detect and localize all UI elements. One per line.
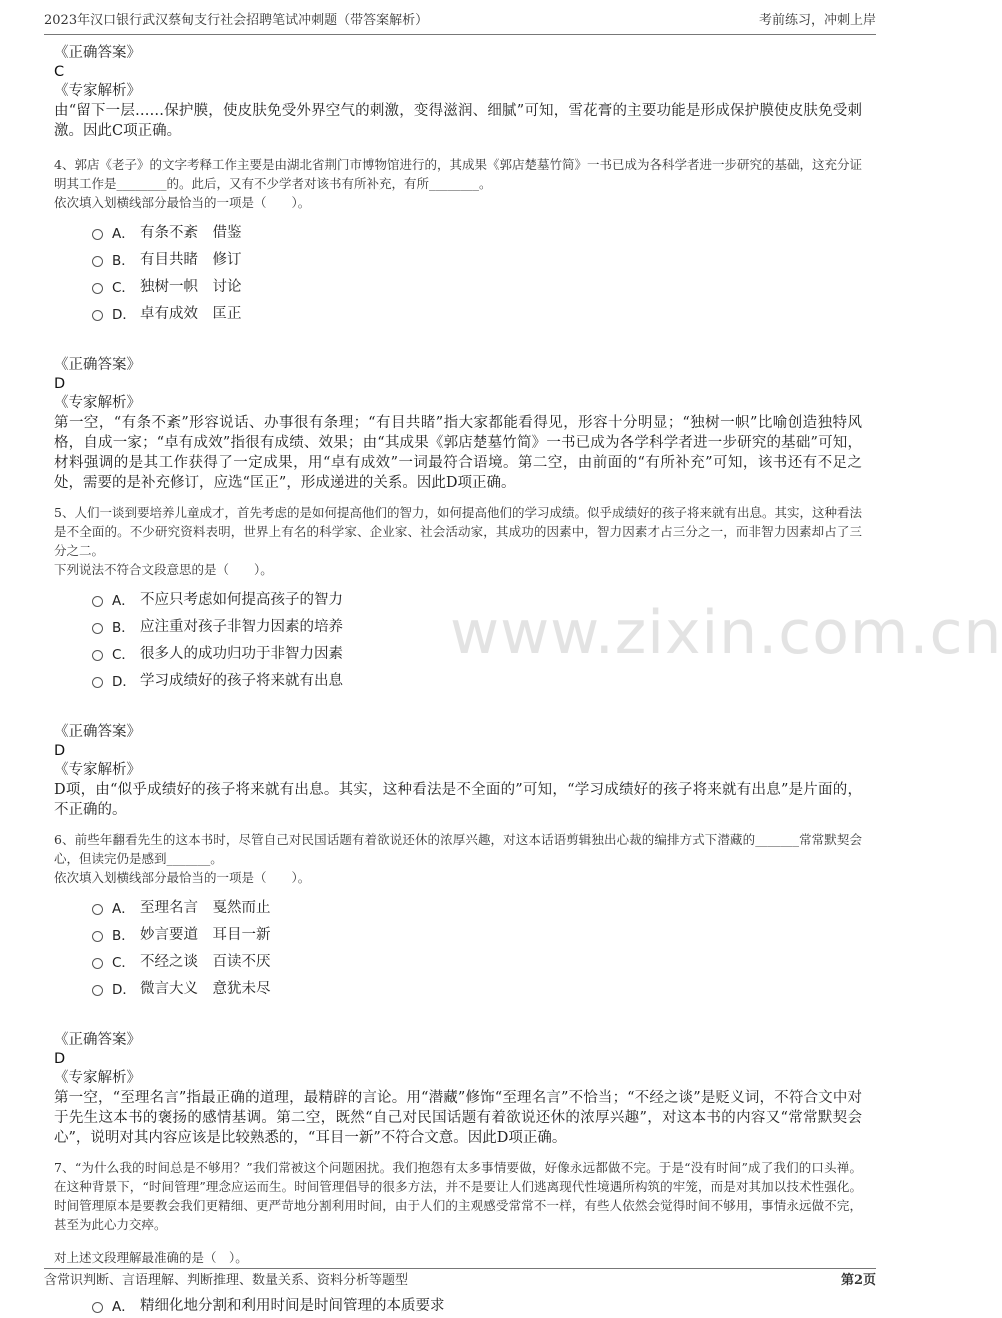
spacer — [54, 326, 862, 356]
question-stem: 5、人们一谈到要培养儿童成才，首先考虑的是如何提高他们的智力，如何提高他们的学习成绩。似乎成绩好的孩子将来就有出息。其实，这种看法是不全面的。不少研究资料表明，世界上有名的科学家、企业家、社会活动家，其成功的因素中，智力因素才占三分之一，而非智力因素却占了三分之二。 — [54, 505, 862, 558]
option-a[interactable] — [92, 893, 862, 920]
spacer — [54, 693, 862, 723]
option-a[interactable] — [92, 218, 862, 245]
option-text: 有条不紊 借鉴 — [140, 225, 242, 241]
answer-value: D — [54, 376, 66, 392]
option-a[interactable] — [92, 585, 862, 612]
analysis-text: 第一空，“至理名言”指最正确的道理，最精辟的言论。用“潜藏”修饰“至理名言”不恰当；“不经之谈”是贬义词，不符合文中对于先生这本书的褒扬的感情基调。第二空，既然“自己对民国话题有着欲说还休的浓厚兴趣”，对这本书的内容又“常常默契会心”，说明对其内容应该是比较熟悉的，“耳目一新”不符合文意。因此D项正确。 — [54, 1090, 862, 1146]
question-prompt: 下列说法不符合文段意思的是（ ）。 — [54, 562, 273, 577]
option-text: 很多人的成功归功于非智力因素 — [140, 646, 343, 662]
option-text: 不经之谈 百读不厌 — [140, 954, 271, 970]
analysis-label: 《专家解析》 — [54, 83, 141, 99]
option-text: 妙言要道 耳目一新 — [140, 927, 271, 943]
analysis-label: 《专家解析》 — [54, 395, 141, 411]
page-content — [54, 44, 862, 1318]
radio-icon[interactable] — [92, 310, 103, 321]
question-5 — [54, 503, 862, 820]
analysis-text: 由“留下一层……保护膜，使皮肤免受外界空气的刺激，变得滋润、细腻”可知，雪花膏的主要功能是形成保护膜使皮肤免受刺激。因此C项正确。 — [54, 103, 862, 139]
question-3-tail — [54, 44, 862, 141]
radio-icon[interactable] — [92, 958, 103, 969]
option-letter: A． — [112, 900, 135, 917]
radio-icon[interactable] — [92, 1302, 103, 1313]
radio-icon[interactable] — [92, 904, 103, 915]
option-text: 至理名言 戛然而止 — [140, 900, 271, 916]
option-b[interactable] — [92, 245, 862, 272]
question-prompt: 依次填入划横线部分最恰当的一项是（ ）。 — [54, 870, 311, 885]
option-letter: D． — [112, 306, 136, 323]
option-text: 不应只考虑如何提高孩子的智力 — [140, 592, 343, 608]
option-text: 有目共睹 修订 — [140, 252, 242, 268]
question-stem: 4、郭店《老子》的文字考释工作主要是由湖北省荆门市博物馆进行的，其成果《郭店楚墓竹简》一书已成为各科学者进一步研究的基础，这充分证明其工作是________的。此后，又有不少学者对该书有所补充，有所________。 — [54, 157, 862, 191]
radio-icon[interactable] — [92, 283, 103, 294]
question-6 — [54, 830, 862, 1148]
option-letter: C． — [112, 646, 135, 663]
option-b[interactable] — [92, 612, 862, 639]
document-title: 2023年汉口银行武汉蔡甸支行社会招聘笔试冲刺题（带答案解析） — [44, 13, 429, 28]
radio-icon[interactable] — [92, 623, 103, 634]
option-list — [92, 893, 862, 1001]
option-c[interactable] — [92, 272, 862, 299]
option-a[interactable] — [92, 1291, 862, 1318]
option-letter: B． — [112, 927, 135, 944]
option-text: 微言大义 意犹未尽 — [140, 981, 271, 997]
analysis-text: 第一空，“有条不紊”形容说话、办事很有条理；“有目共睹”指大家都能看得见，形容十分明显；“独树一帜”比喻创造独特风格，自成一家；“卓有成效”指很有成绩、效果；由“其成果《郭店楚墓竹简》一书已成为各学科学者进一步研究的基础”可知，材料强调的是其工作获得了一定成果，用“卓有成效”一词最符合语境。第二空，由前面的“有所补充”可知，该书还有不足之处，需要的是补充修订，应选“匡正”，形成递进的关系。因此D项正确。 — [54, 415, 862, 491]
option-letter: B． — [112, 619, 135, 636]
analysis-label: 《专家解析》 — [54, 1070, 141, 1086]
page-header — [44, 8, 876, 35]
option-text: 卓有成效 匡正 — [140, 306, 242, 322]
header-slogan: 考前练习，冲刺上岸 — [758, 13, 876, 28]
option-letter: D． — [112, 981, 136, 998]
answer-value: C — [54, 64, 65, 80]
question-prompt: 依次填入划横线部分最恰当的一项是（ ）。 — [54, 195, 311, 210]
option-letter: A． — [112, 225, 135, 242]
option-letter: A． — [112, 592, 135, 609]
footer-subjects: 含常识判断、言语理解、判断推理、数量关系、资料分析等题型 — [44, 1273, 409, 1288]
option-d[interactable] — [92, 666, 862, 693]
radio-icon[interactable] — [92, 229, 103, 240]
option-text: 学习成绩好的孩子将来就有出息 — [140, 673, 343, 689]
question-prompt: 对上述文段理解最准确的是（ ）。 — [54, 1250, 248, 1265]
question-stem: 6、前些年翻看先生的这本书时，尽管自己对民国话题有着欲说还休的浓厚兴趣，对这本话语剪辑独出心裁的编排方式下潜藏的_______常常默契会心，但读完仍是感到_______。 — [54, 832, 862, 866]
option-text: 独树一帜 讨论 — [140, 279, 242, 295]
spacer — [54, 1001, 862, 1031]
option-letter: C． — [112, 954, 135, 971]
question-4 — [54, 155, 862, 493]
option-b[interactable] — [92, 920, 862, 947]
radio-icon[interactable] — [92, 256, 103, 267]
radio-icon[interactable] — [92, 931, 103, 942]
option-list — [92, 1291, 862, 1318]
option-c[interactable] — [92, 947, 862, 974]
question-7 — [54, 1158, 862, 1318]
answer-label: 《正确答案》 — [54, 357, 141, 373]
option-d[interactable] — [92, 299, 862, 326]
option-letter: A． — [112, 1298, 135, 1315]
answer-value: D — [54, 743, 66, 759]
answer-label: 《正确答案》 — [54, 724, 141, 740]
analysis-text: D项，由“似乎成绩好的孩子将来就有出息。其实，这种看法是不全面的”可知，“学习成绩好的孩子将来就有出息”是片面的，不正确的。 — [54, 782, 862, 818]
option-letter: D． — [112, 673, 136, 690]
answer-value: D — [54, 1051, 66, 1067]
option-d[interactable] — [92, 974, 862, 1001]
radio-icon[interactable] — [92, 985, 103, 996]
option-list — [92, 585, 862, 693]
radio-icon[interactable] — [92, 677, 103, 688]
answer-label: 《正确答案》 — [54, 45, 141, 61]
option-list — [92, 218, 862, 326]
watermark: www.zixin.com.cn — [450, 598, 1002, 668]
option-letter: C． — [112, 279, 135, 296]
page-footer — [44, 1268, 876, 1293]
option-text: 精细化地分割和利用时间是时间管理的本质要求 — [140, 1298, 445, 1314]
option-text: 应注重对孩子非智力因素的培养 — [140, 619, 343, 635]
answer-label: 《正确答案》 — [54, 1032, 141, 1048]
page-number: 第2页 — [840, 1273, 876, 1288]
radio-icon[interactable] — [92, 596, 103, 607]
option-c[interactable] — [92, 639, 862, 666]
option-letter: B． — [112, 252, 135, 269]
radio-icon[interactable] — [92, 650, 103, 661]
question-stem: 7、“为什么我的时间总是不够用？”我们常被这个问题困扰。我们抱怨有太多事情要做，好像永远都做不完。于是“没有时间”成了我们的口头禅。在这种背景下，“时间管理”理念应运而生。时间管理倡导的很多方法，并不是要让人们逃离现代性境遇所构筑的牢笼，而是对其加以技术性强化。时间管理原本是要教会我们更精细、更严苛地分割利用时间，由于人们的主观感受常常不一样，有些人依然会觉得时间不够用，事情永远做不完，甚至为此心力交瘁。 — [54, 1160, 862, 1232]
analysis-label: 《专家解析》 — [54, 762, 141, 778]
